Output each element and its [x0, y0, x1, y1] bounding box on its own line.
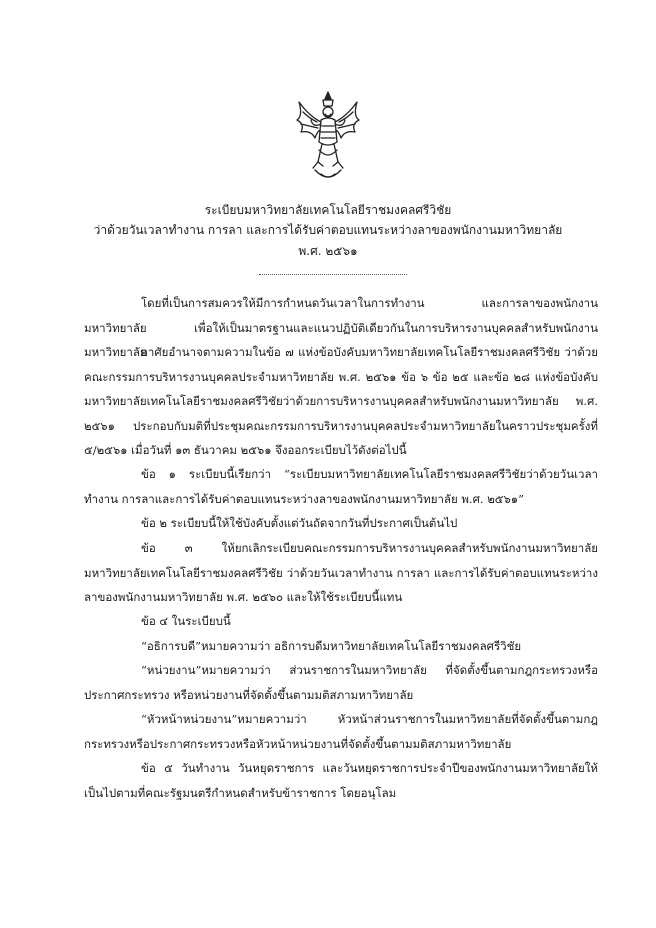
title-year: พ.ศ. ๒๕๖๑: [298, 244, 358, 258]
article-4: ข้อ ๔ ในระเบียบนี้: [141, 614, 231, 628]
article-1: ข้อ ๑ ระเบียบนี้เรียกว่า “ระเบียบมหาวิทยาลัยเทคโนโลยีราชมงคลศรีวิชัยว่าด้วยวันเวลาทำงาน การลาและการได้รับค่าตอบแทนระหว่างลาของพนักงานมหาวิทยาลัย พ.ศ. ๒๕๖๑”: [84, 467, 598, 506]
garuda-emblem-icon: [291, 90, 365, 186]
definition-unit-head: “หัวหน้าหน่วยงาน”หมายความว่า หัวหน้าส่วนราชการในมหาวิทยาลัยที่จัดตั้งขึ้นตามกฎกระทรวงหรือประกาศกระทรวงหรือหัวหน้าหน่วยงานที่จัดตั้งขึ้นตามมติสภามหาวิทยาลัย: [84, 712, 598, 751]
authority-paragraph: อาศัยอำนาจตามความในข้อ ๗ แห่งข้อบังคับมหาวิทยาลัยเทคโนโลยีราชมงคลศรีวิชัย ว่าด้วยคณะกรรมการบริหารงานบุคคลประจำมหาวิทยาลัย พ.ศ. ๒๕๖๑ ข้อ ๖ ข้อ ๒๕ และข้อ ๒๘ แห่งข้อบังคับมหาวิทยาลัยเทคโนโลยีราชมงคลศรีวิชัยว่าด้วยการบริหารงานบุคคลสำหรับพนักงานมหาวิทยาลัย พ.ศ. ๒๕๖๑ ประกอบกับมติที่ประชุมคณะกรรมการบริหารงานบุคคลประจำมหาวิทยาลัยในคราวประชุมครั้งที่ ๕/๒๕๖๑ เมื่อวันที่ ๑๓ ธันวาคม ๒๕๖๑ จึงออกระเบียบไว้ดังต่อไปนี้: [84, 345, 598, 457]
definition-unit: “หน่วยงาน”หมายความว่า ส่วนราชการในมหาวิทยาลัย ที่จัดตั้งขึ้นตามกฎกระทรวงหรือประกาศกระทรวง หรือหน่วยงานที่จัดตั้งขึ้นตามมติสภามหาวิทยาลัย: [84, 663, 598, 702]
title-line-2: ว่าด้วยวันเวลาทำงาน การลา และการได้รับค่าตอบแทนระหว่างลาของพนักงานมหาวิทยาลัย: [93, 223, 563, 237]
preamble-paragraph: โดยที่เป็นการสมควรให้มีการกำหนดวันเวลาในการทำงาน และการลาของพนักงานมหาวิทยาลัย เพื่อให้เป็นมาตรฐานและแนวปฏิบัติเดียวกันในการบริหารงานบุคคลสำหรับพนักงานมหาวิทยาลัย: [84, 296, 598, 359]
dotted-separator: [259, 274, 407, 275]
article-5: ข้อ ๕ วันทำงาน วันหยุดราชการ และวันหยุดราชการประจำปีของพนักงานมหาวิทยาลัยให้เป็นไปตามที่คณะรัฐมนตรีกำหนดสำหรับข้าราชการ โดยอนุโลม: [84, 761, 598, 800]
definition-president: “อธิการบดี”หมายความว่า อธิการบดีมหาวิทยาลัยเทคโนโลยีราชมงคลศรีวิชัย: [141, 639, 522, 653]
article-3: ข้อ ๓ ให้ยกเลิกระเบียบคณะกรรมการบริหารงานบุคคลสำหรับพนักงานมหาวิทยาลัย มหาวิทยาลัยเทคโนโลยีราชมงคลศรีวิชัย ว่าด้วยวันเวลาทำงาน การลา และการได้รับค่าตอบแทนระหว่างลาของพนักงานมหาวิทยาลัย พ.ศ. ๒๕๖๐ และให้ใช้ระเบียบนี้แทน: [84, 541, 598, 604]
title-line-1: ระเบียบมหาวิทยาลัยเทคโนโลยีราชมงคลศรีวิชัย: [204, 203, 452, 217]
article-2: ข้อ ๒ ระเบียบนี้ให้ใช้บังคับตั้งแต่วันถัดจากวันที่ประกาศเป็นต้นไป: [141, 516, 458, 530]
